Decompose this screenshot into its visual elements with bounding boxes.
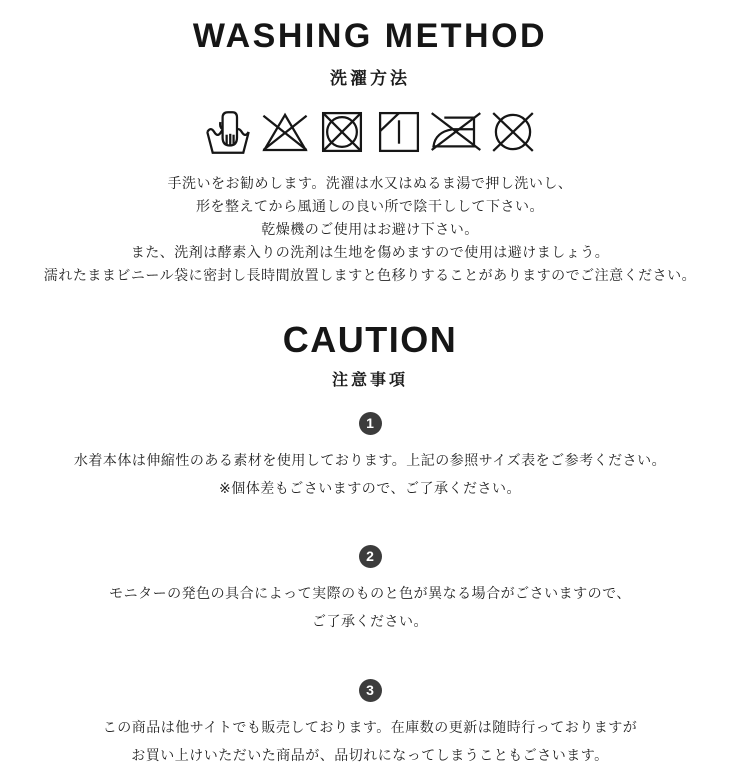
no-bleach-icon bbox=[258, 103, 312, 161]
caution-line: この商品は他サイトでも販売しております。在庫数の更新は随時行っておりますが bbox=[102, 718, 638, 735]
caution-number-1-badge: 1 bbox=[359, 412, 382, 435]
caution-number-badge-wrap bbox=[0, 679, 740, 702]
caution-subtitle-ja: 注意事項 bbox=[331, 371, 408, 389]
caution-section bbox=[0, 320, 740, 769]
caution-title: CAUTION bbox=[282, 319, 458, 361]
washing-method-section bbox=[0, 18, 740, 287]
caution-item-2-text bbox=[0, 579, 740, 635]
caution-number-2-badge: 2 bbox=[359, 545, 382, 568]
no-iron-icon bbox=[429, 103, 483, 161]
caution-item-2 bbox=[0, 545, 740, 635]
caution-line: ※個体差もごさいますので、ご了承ください。 bbox=[219, 479, 521, 496]
washing-method-subtitle-ja: 洗濯方法 bbox=[330, 69, 410, 89]
hand-wash-icon bbox=[201, 103, 255, 161]
caution-item-3-text bbox=[0, 713, 740, 769]
no-dry-clean-icon bbox=[486, 103, 540, 161]
caution-item-1 bbox=[0, 412, 740, 502]
caution-line: ご了承ください。 bbox=[312, 612, 428, 629]
washing-line: 形を整えてから風通しの良い所で陰干しして下さい。 bbox=[196, 198, 544, 215]
washing-line: 乾燥機のご使用はお避け下さい。 bbox=[261, 221, 479, 238]
caution-number-badge-wrap bbox=[0, 412, 740, 435]
washing-method-title: WASHING METHOD bbox=[192, 17, 548, 55]
caution-line: 水着本体は伸縮性のある素材を使用しております。上記の参照サイズ表をご参考ください。 bbox=[73, 451, 667, 468]
no-tumble-dry-icon bbox=[315, 103, 369, 161]
caution-number-3-badge: 3 bbox=[359, 679, 382, 702]
washing-line: 濡れたままビニール袋に密封し長時間放置しますと色移りすることがありますのでご注意ください。 bbox=[43, 267, 697, 284]
caution-line: モニターの発色の具合によって実際のものと色が異なる場合がごさいますので、 bbox=[109, 584, 631, 601]
caution-number-badge-wrap bbox=[0, 545, 740, 568]
washing-line: また、洗剤は酵素入りの洗剤は生地を傷めますので使用は避けましょう。 bbox=[130, 244, 610, 261]
caution-line: お買い上けいただいた商品が、品切れになってしまうこともごさいます。 bbox=[131, 746, 609, 763]
shade-dry-icon bbox=[372, 103, 426, 161]
caution-item-1-text bbox=[0, 446, 740, 502]
washing-line: 手洗いをお勧めします。洗濯は水又はぬるま湯で押し洗いし、 bbox=[167, 175, 573, 192]
washing-instructions-text bbox=[0, 172, 740, 287]
caution-item-3 bbox=[0, 679, 740, 769]
laundry-care-icons-row bbox=[0, 103, 740, 161]
